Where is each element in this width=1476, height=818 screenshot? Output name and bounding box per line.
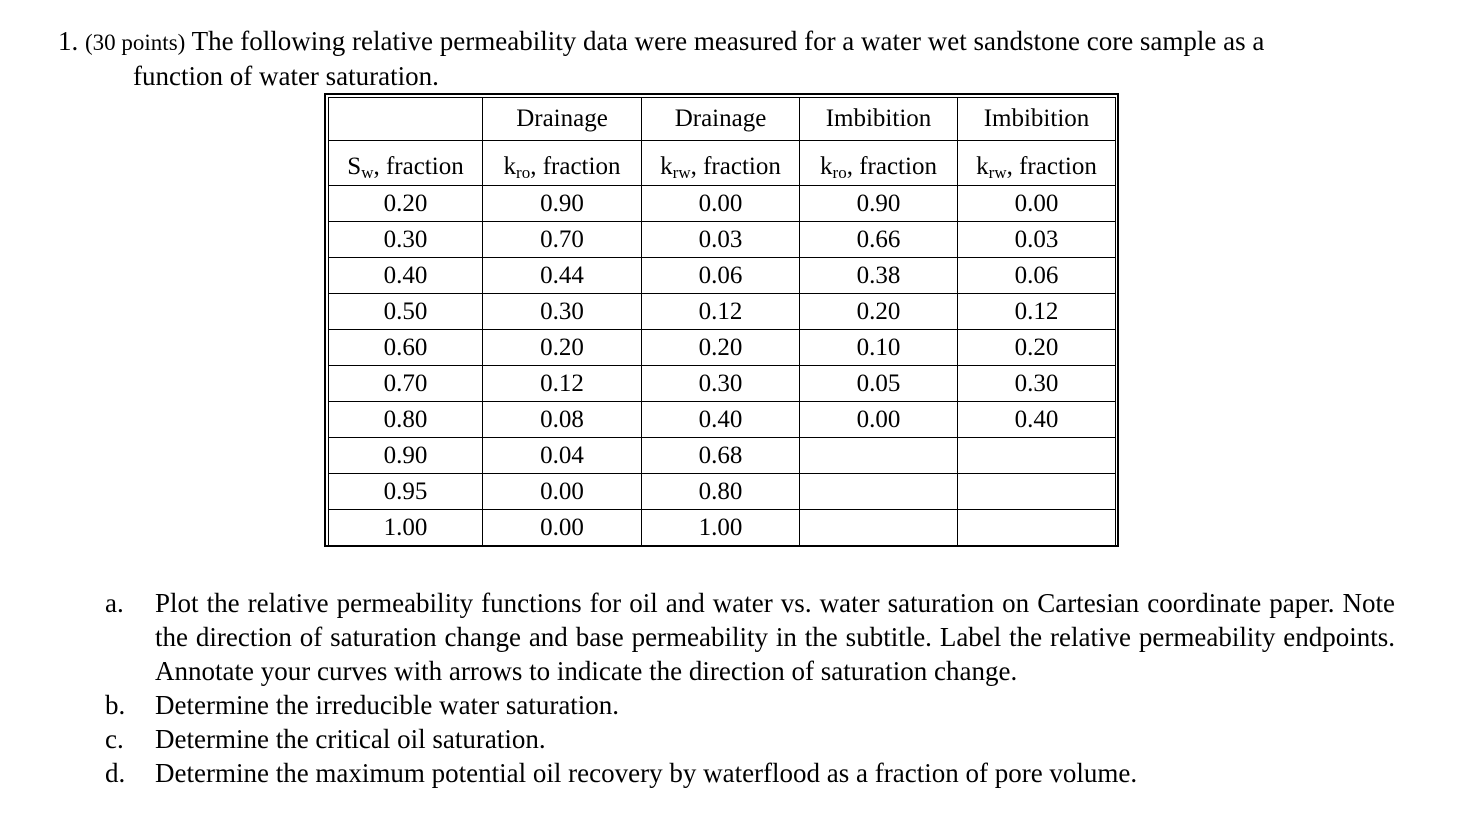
task-text: Plot the relative permeability functions for oil and water vs. water saturation on Cartesian coordinate paper. Note the direction of saturation change and base permeability in the subtitle. Label the relative permeability endpoints. Annotate your curves with arrows to indicate the direction of saturation change. (155, 588, 1395, 686)
table-row (329, 294, 1116, 330)
table-cell: 0.50 (329, 294, 483, 330)
table-cell: 0.12 (642, 294, 800, 330)
table-cell: 0.04 (483, 438, 642, 474)
task-item (105, 722, 1395, 756)
table-cell: 0.10 (800, 330, 958, 366)
question-points: (30 points) (85, 30, 186, 55)
table-cell: 0.90 (800, 186, 958, 222)
header-cell-empty (329, 98, 483, 141)
task-item (105, 756, 1395, 790)
table-cell: 0.70 (483, 222, 642, 258)
table-cell: 0.00 (483, 510, 642, 546)
question-text-line1: The following relative permeability data were measured for a water wet sandstone core sample as a (191, 26, 1265, 56)
table-cell: 0.40 (329, 258, 483, 294)
table-row (329, 510, 1116, 546)
table-cell: 0.03 (958, 222, 1116, 258)
table-cell: 0.00 (800, 402, 958, 438)
question-title-line2: function of water saturation. (133, 61, 439, 91)
table-cell: 0.30 (329, 222, 483, 258)
table-cell: 0.20 (958, 330, 1116, 366)
table-header-row-variables (329, 141, 1116, 186)
table-cell: 0.90 (483, 186, 642, 222)
table-cell: 0.60 (329, 330, 483, 366)
header-var-rest: , fraction (530, 153, 621, 180)
header-var-base: k (820, 153, 833, 180)
table-cell: 0.20 (483, 330, 642, 366)
table-cell (958, 510, 1116, 546)
table-cell: 0.20 (329, 186, 483, 222)
table-cell: 0.95 (329, 474, 483, 510)
header-cell-sw (329, 141, 483, 186)
table-cell: 0.12 (958, 294, 1116, 330)
table-cell (958, 438, 1116, 474)
header-var-sub: rw (988, 163, 1007, 182)
task-text: Determine the irreducible water saturation. (155, 690, 620, 720)
table-cell: 0.05 (800, 366, 958, 402)
task-label: b. (105, 690, 126, 720)
header-var-sub: ro (516, 163, 531, 182)
header-cell-drainage-kro: Drainage (483, 98, 642, 141)
header-var-sub: ro (832, 163, 847, 182)
header-cell-imbibition-krw: Imbibition (958, 98, 1116, 141)
table-cell: 0.03 (642, 222, 800, 258)
table-cell: 0.38 (800, 258, 958, 294)
header-cell-kro-drainage (483, 141, 642, 186)
header-cell-kro-imbibition (800, 141, 958, 186)
header-var-rest: , fraction (846, 153, 937, 180)
table-cell: 1.00 (329, 510, 483, 546)
header-cell-imbibition-kro: Imbibition (800, 98, 958, 141)
table-cell (958, 474, 1116, 510)
task-item (105, 688, 1395, 722)
data-table (328, 97, 1116, 546)
header-cell-krw-imbibition (958, 141, 1116, 186)
table-cell: 0.80 (642, 474, 800, 510)
table-cell: 0.30 (642, 366, 800, 402)
relative-permeability-table (324, 93, 1119, 547)
table-cell: 0.00 (483, 474, 642, 510)
table-header-row-process (329, 98, 1116, 141)
table-row (329, 330, 1116, 366)
header-var-rest: , fraction (690, 153, 781, 180)
task-text: Determine the maximum potential oil recovery by waterflood as a fraction of pore volume. (155, 758, 1138, 788)
task-label: d. (105, 758, 126, 788)
task-label: c. (105, 724, 124, 754)
table-cell: 1.00 (642, 510, 800, 546)
header-var-base: k (976, 153, 989, 180)
header-var-rest: , fraction (373, 153, 464, 180)
question-title-line1 (58, 24, 1264, 60)
table-cell: 0.44 (483, 258, 642, 294)
question-number: 1. (58, 26, 79, 56)
table-cell: 0.00 (958, 186, 1116, 222)
table-cell: 0.40 (642, 402, 800, 438)
table-cell: 0.20 (800, 294, 958, 330)
table-cell: 0.06 (642, 258, 800, 294)
table-row (329, 258, 1116, 294)
table-cell: 0.12 (483, 366, 642, 402)
table-cell: 0.68 (642, 438, 800, 474)
header-var-sub: w (361, 163, 374, 182)
table-row (329, 366, 1116, 402)
header-var-base: S (347, 153, 362, 180)
task-text: Determine the critical oil saturation. (155, 724, 546, 754)
table-cell (800, 474, 958, 510)
header-cell-drainage-krw: Drainage (642, 98, 800, 141)
table-cell: 0.40 (958, 402, 1116, 438)
table-cell: 0.90 (329, 438, 483, 474)
header-var-base: k (503, 153, 517, 180)
task-item (105, 586, 1395, 688)
table-cell: 0.08 (483, 402, 642, 438)
header-var-rest: , fraction (1006, 153, 1097, 180)
table-row (329, 222, 1116, 258)
header-cell-krw-drainage (642, 141, 800, 186)
table-row (329, 438, 1116, 474)
table-cell (800, 510, 958, 546)
table-cell: 0.30 (958, 366, 1116, 402)
table-cell: 0.20 (642, 330, 800, 366)
table-row (329, 402, 1116, 438)
table-row (329, 186, 1116, 222)
table-cell: 0.80 (329, 402, 483, 438)
table-row (329, 474, 1116, 510)
header-var-base: k (660, 153, 673, 180)
table-cell: 0.00 (642, 186, 800, 222)
table-cell: 0.66 (800, 222, 958, 258)
table-cell: 0.06 (958, 258, 1116, 294)
table-cell: 0.70 (329, 366, 483, 402)
task-list (105, 586, 1395, 790)
table-cell: 0.30 (483, 294, 642, 330)
header-var-sub: rw (672, 163, 691, 182)
task-label: a. (105, 588, 124, 618)
table-cell (800, 438, 958, 474)
